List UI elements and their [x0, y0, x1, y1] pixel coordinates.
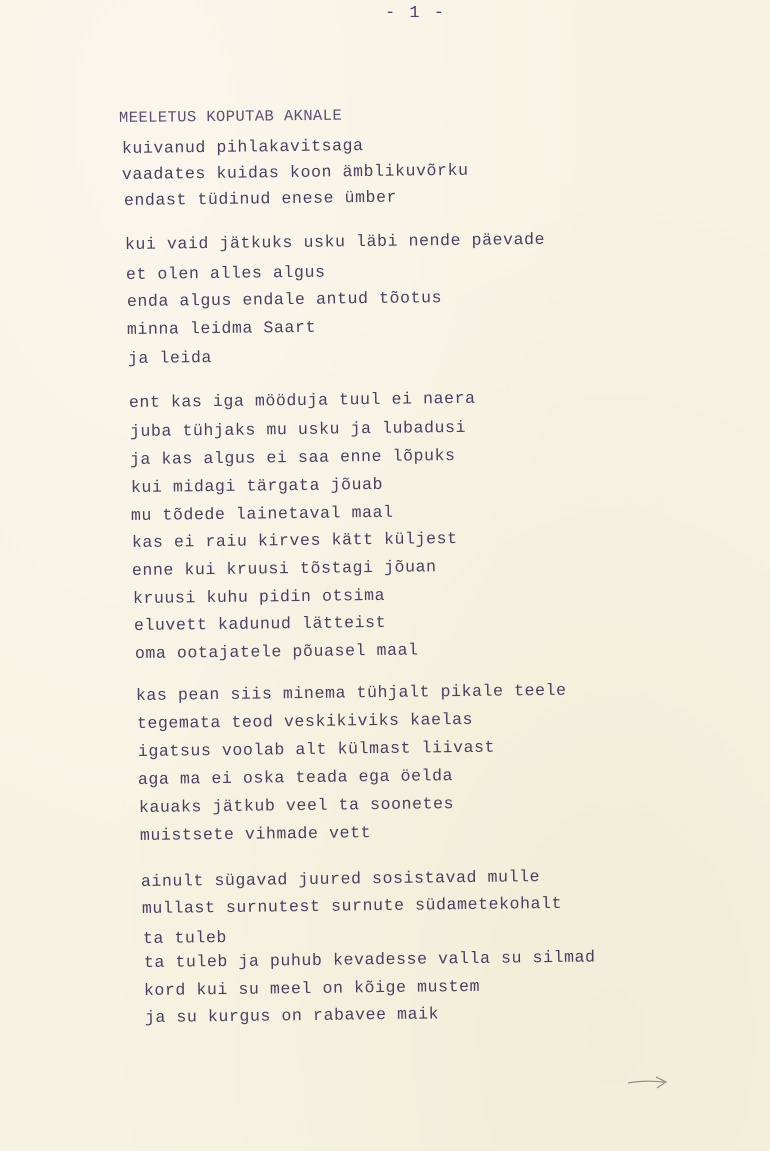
pencil-arrow-mark: [626, 1072, 670, 1094]
poem-line: tegemata teod veskikiviks kaelas: [136, 709, 474, 733]
poem-line: enne kui kruusi tõstagi jõuan: [131, 557, 437, 580]
poem-line: eluvett kadunud lätteist: [133, 612, 387, 635]
poem-line: kas pean siis minema tühjalt pikale teele: [135, 680, 567, 705]
poem-line: oma ootajatele põuasel maal: [134, 640, 419, 663]
poem-line: enda algus endale antud tõotus: [126, 288, 443, 311]
poem-line: ta tuleb: [142, 927, 228, 948]
poem-line: juba tühjaks mu usku ja lubadusi: [129, 417, 467, 441]
poem-line: kruusi kuhu pidin otsima: [132, 585, 386, 608]
poem-line: kas ei raiu kirves kätt küljest: [131, 529, 458, 552]
poem-line: kauaks jätkub veel ta soonetes: [138, 794, 455, 817]
poem-line: igatsus voolab alt külmast liivast: [137, 737, 496, 761]
poem-line: ja kas algus ei saa enne lõpuks: [129, 446, 456, 469]
poem-line: aga ma ei oska teada ega öelda: [137, 766, 454, 789]
poem-line: kord kui su meel on kõige mustem: [143, 976, 481, 1000]
poem-title: MEELETUS KOPUTAB AKNALE: [118, 106, 343, 127]
page-number: - 1 -: [385, 4, 447, 23]
poem-line: vaadates kuidas koon ämblikuvõrku: [121, 160, 469, 184]
poem-line: mullast surnutest surnute südametekohalt: [141, 893, 563, 918]
poem-line: et olen alles algus: [125, 262, 326, 284]
poem-line: kui midagi tärgata jõuab: [130, 474, 384, 497]
poem-line: kui vaid jätkuks usku läbi nende päevade: [124, 229, 546, 254]
poem-line: muistsete vihmade vett: [139, 823, 372, 845]
poem-line: ta tuleb ja puhub kevadesse valla su silmad: [143, 947, 596, 972]
poem-line: ja leida: [127, 347, 213, 368]
poem-line: ja su kurgus on rabavee maik: [144, 1004, 440, 1027]
poem-line: kuivanud pihlakavitsaga: [121, 136, 364, 158]
poem-line: endast tüdinud enese ümber: [123, 187, 398, 210]
poem-line: minna leidma Saart: [126, 317, 317, 339]
poem-line: ainult sügavad juured sosistavad mulle: [140, 867, 541, 891]
poem-line: ent kas iga mööduja tuul ei naera: [128, 388, 476, 412]
poem-line: mu tõdede lainetaval maal: [130, 502, 394, 525]
